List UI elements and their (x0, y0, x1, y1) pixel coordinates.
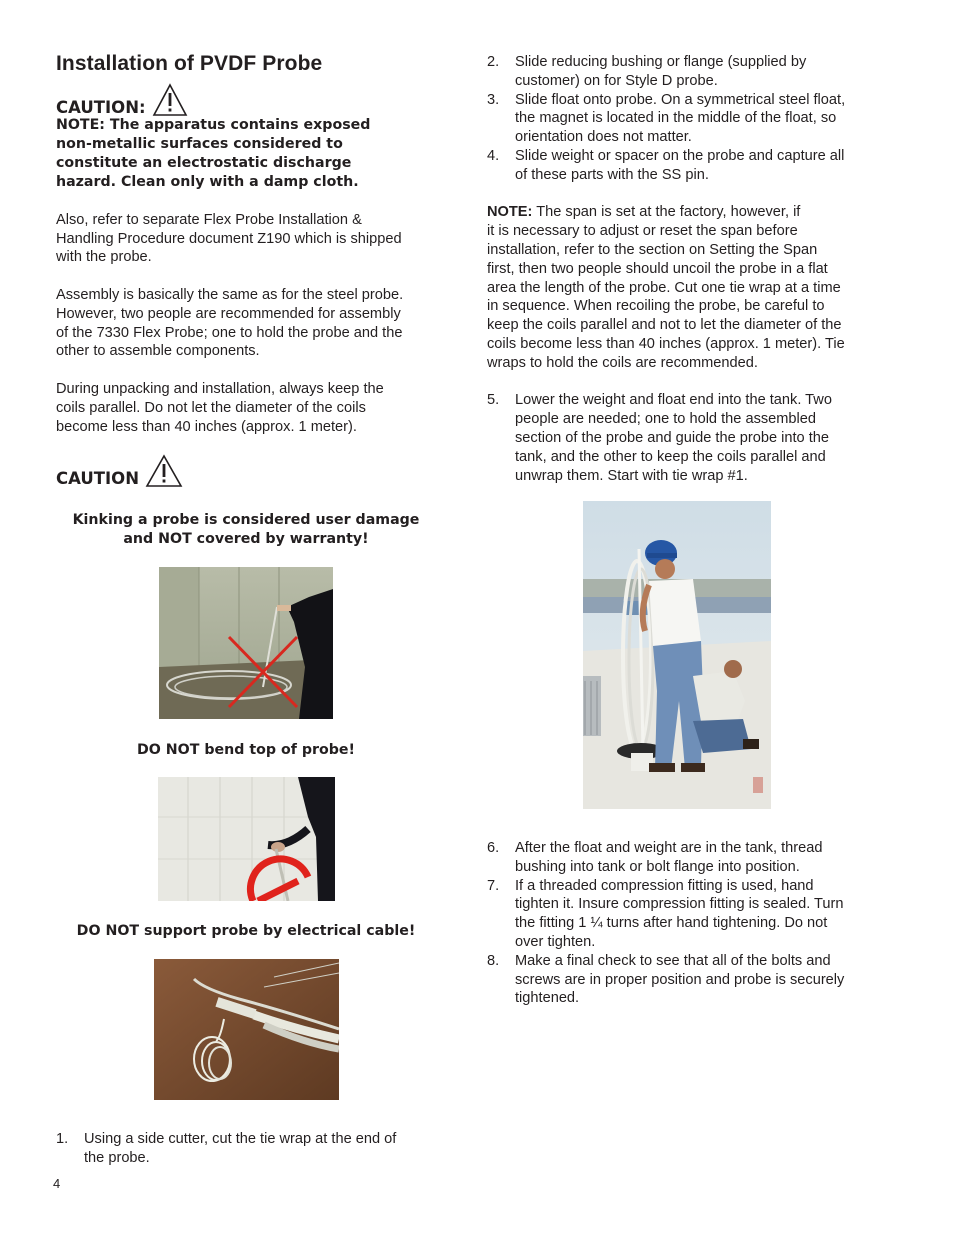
list-item: 8. Make a final check to see that all of the bolts and screws are in proper position and probe is securely tightened. (487, 952, 845, 1007)
list-item: 6. After the float and weight are in the tank, thread bushing into tank or bolt flange into position. (487, 840, 823, 875)
caution-heading-2 (56, 454, 436, 488)
esd-note: NOTE: The apparatus contains exposed non-metallic surfaces considered to constitute an electrostatic discharge hazard. Clean only with a damp cloth. (56, 117, 371, 190)
installation-photo (583, 501, 771, 809)
list-item: 2. Slide reducing bushing or flange (supplied by customer) on for Style D probe. (487, 54, 807, 89)
cable-caption: DO NOT support probe by electrical cable! (76, 923, 416, 939)
right-column (487, 53, 877, 485)
caution-label-2: CAUTION (56, 469, 139, 489)
bend-caption: DO NOT bend top of probe! (137, 742, 355, 758)
list-item: 4. Slide weight or spacer on the probe and capture all of these parts with the SS pin. (487, 147, 845, 183)
warning-triangle-icon (152, 83, 188, 117)
caution-label: CAUTION: (56, 98, 146, 117)
electrical-cable-photo (154, 959, 339, 1100)
paragraph-assembly: Assembly is basically the same as for the steel probe. However, two people are recommended for assembly of the 7330 Flex Probe; one to hold the probe and the other to assemble components. (56, 286, 404, 360)
span-note: NOTE: The span is set at the factory, however, if it is necessary to adjust or reset the span before installation, refer to the section on Setting the Span first, then two people should uncoil the probe in a flat area the length of the probe. Cut one tie wrap at a time in sequence. When recoiling the probe, be careful to keep the coils parallel and not to let the diameter of the coils become less than 40 inches (approx. 1 meter). Tie wraps to hold the coils are recommended. (487, 204, 845, 371)
list-item: 1. Using a side cutter, cut the tie wrap at the end of the probe. (56, 1131, 397, 1166)
list-item: 7. If a threaded compression fitting is used, hand tighten it. Insure compression fitting is sealed. Turn the fitting 1 ¼ turns after hand tightening. Do not over tighten. (487, 877, 844, 950)
bend-probe-photo (158, 777, 335, 901)
note-label: NOTE: (487, 204, 533, 221)
warranty-warning: Kinking a probe is considered user damage and NOT covered by warranty! (72, 512, 420, 547)
list-item: 5. Lower the weight and float end into the tank. Two people are needed; one to hold the assembled section of the probe and guide the probe into the tank, and the other to keep the coils parallel and unwrap them. Start with tie wrap #1. (487, 392, 832, 484)
steps-6-8 (487, 839, 877, 1008)
page-title: Installation of PVDF Probe (56, 52, 323, 75)
steps-2-4 (487, 53, 877, 185)
list-item: 3. Slide float onto probe. On a symmetrical steel float, the magnet is located in the middle of the float, so orientation does not matter. (487, 91, 846, 146)
paragraph-refer: Also, refer to separate Flex Probe Installation & Handling Procedure document Z190 which is shipped with the probe. (56, 211, 402, 266)
paragraph-coils: During unpacking and installation, always keep the coils parallel. Do not let the diameter of the coils become less than 40 inches (approx. 1 meter). (56, 380, 384, 435)
warning-triangle-icon (145, 454, 183, 488)
kinked-probe-photo (159, 567, 333, 719)
step-5 (487, 391, 877, 485)
caution-heading (56, 83, 436, 117)
left-column (56, 50, 436, 488)
step-1 (56, 1130, 436, 1168)
page-number: 4 (53, 1176, 61, 1191)
